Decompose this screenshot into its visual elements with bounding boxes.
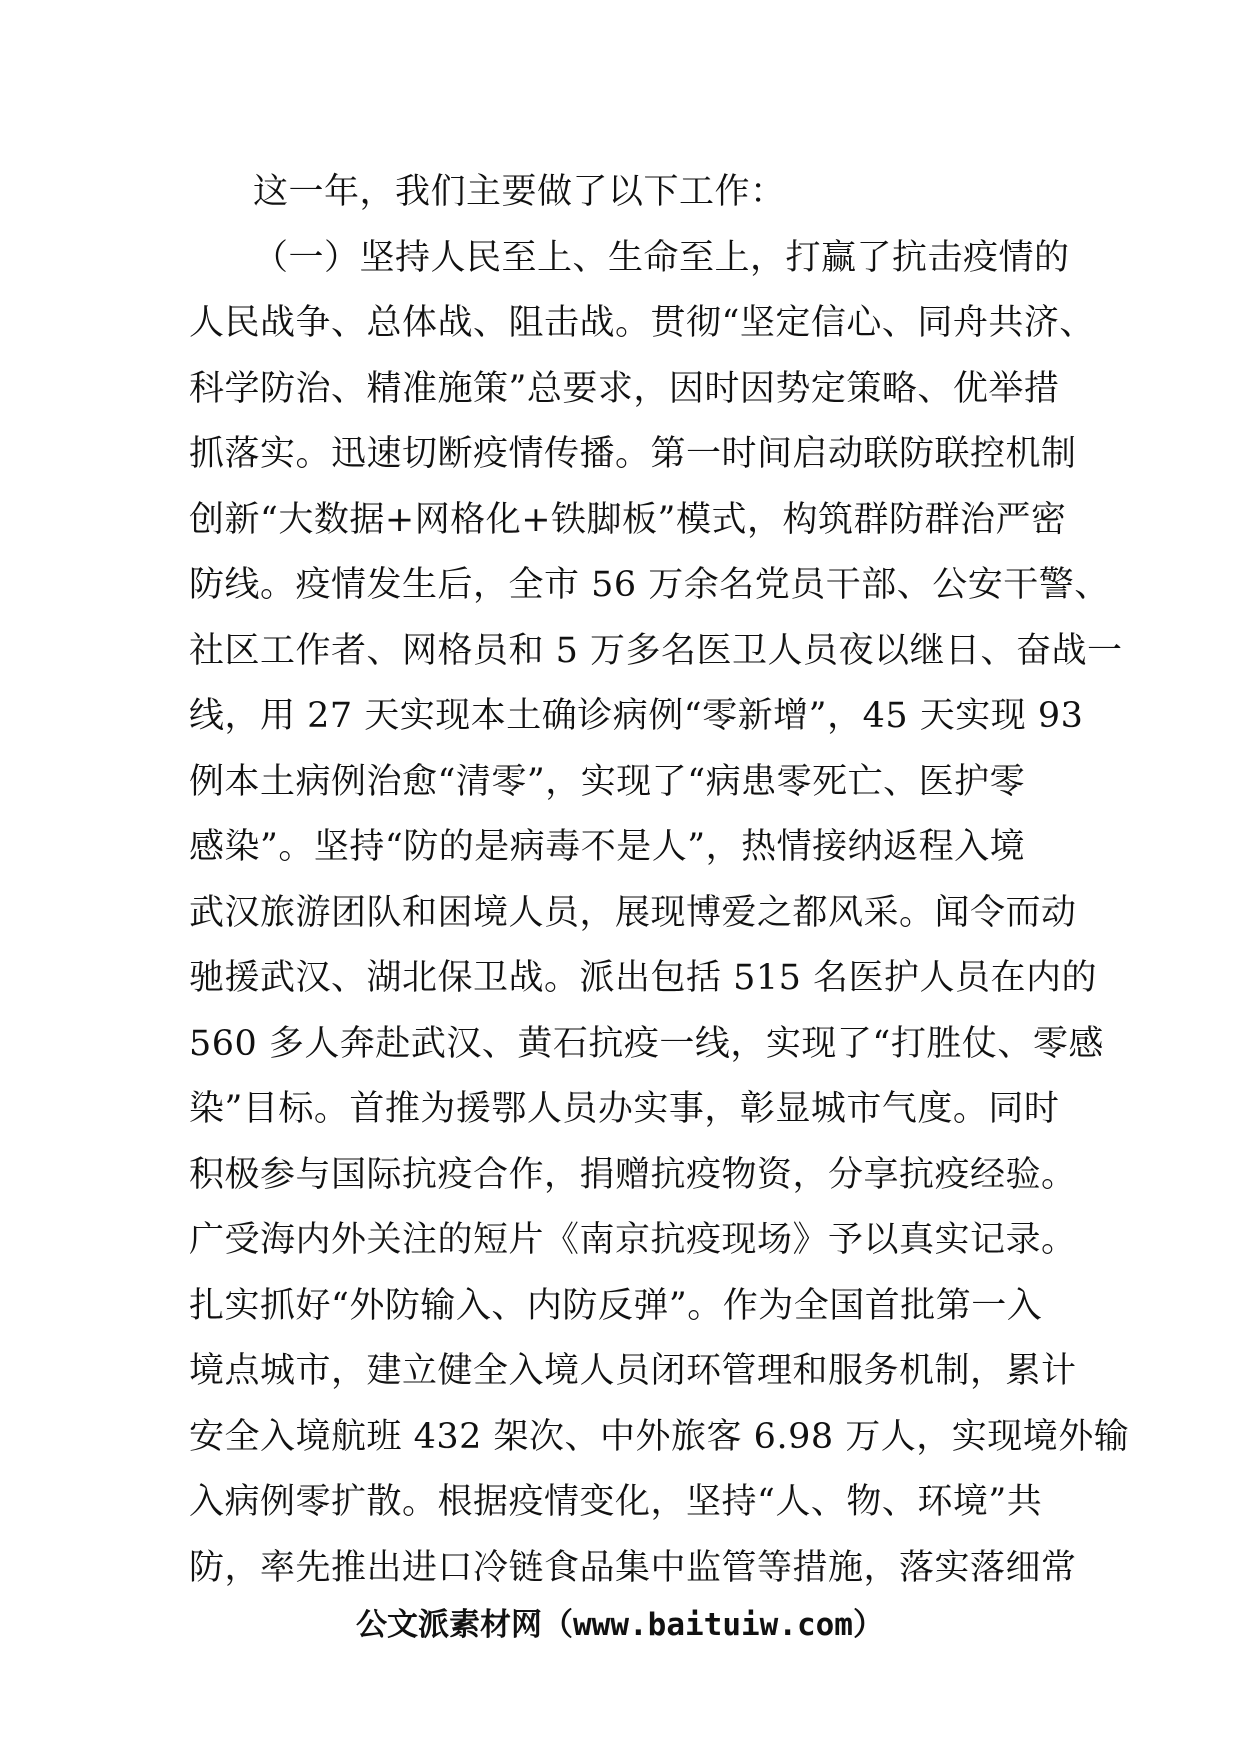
paragraph-line: 抓落实。迅速切断疫情传播。第一时间启动联防联控机制 <box>189 434 1077 474</box>
footer-site-name: 公文派素材网 <box>356 1607 543 1643</box>
paragraph-line: 这一年，我们主要做了以下工作： <box>253 172 786 212</box>
page-footer <box>0 1600 1240 1650</box>
paragraph-line: 入病例零扩散。根据疫情变化，坚持“人、物、环境”共 <box>189 1482 1043 1522</box>
paragraph-line: 境点城市，建立健全入境人员闭环管理和服务机制，累计 <box>189 1351 1077 1391</box>
paragraph-line: 染”目标。首推为援鄂人员办实事，彰显城市气度。同时 <box>189 1089 1060 1129</box>
paragraph-line: 安全入境航班 432 架次、中外旅客 6.98 万人，实现境外输 <box>189 1416 1130 1457</box>
paragraph-line: 防线。疫情发生后，全市 56 万余名党员干部、公安干警、 <box>189 565 1110 605</box>
paragraph-line: 人民战争、总体战、阻击战。贯彻“坚定信心、同舟共济、 <box>189 303 1095 343</box>
paragraph-line: 科学防治、精准施策”总要求，因时因势定策略、优举措 <box>189 368 1060 409</box>
paragraph-line: 感染”。坚持“防的是病毒不是人”，热情接纳返程入境 <box>189 827 1026 867</box>
paragraph-line: 560 多人奔赴武汉、黄石抗疫一线，实现了“打胜仗、零感 <box>189 1023 1104 1064</box>
paragraph-line: 扎实抓好“外防输入、内防反弹”。作为全国首批第一入 <box>189 1285 1043 1326</box>
paragraph-line: 积极参与国际抗疫合作，捐赠抗疫物资，分享抗疫经验。 <box>189 1154 1077 1195</box>
paragraph-line: 社区工作者、网格员和 5 万多名医卫人员夜以继日、奋战一 <box>189 630 1123 671</box>
paragraph-line: 武汉旅游团队和困境人员，展现博爱之都风采。闻令而动 <box>189 892 1077 933</box>
paragraph-line: 例本土病例治愈“清零”，实现了“病患零死亡、医护零 <box>189 761 1026 802</box>
footer-url[interactable]: （www.baituiw.com） <box>542 1607 884 1643</box>
paragraph-line: 驰援武汉、湖北保卫战。派出包括 515 名医护人员在内的 <box>189 958 1098 998</box>
paragraph-line: 防，率先推出进口冷链食品集中监管等措施，落实落细常 <box>189 1547 1077 1588</box>
document-body <box>189 160 1130 1601</box>
paragraph-line: 创新“大数据+网格化+铁脚板”模式，构筑群防群治严密 <box>189 499 1067 540</box>
paragraph-line: （一）坚持人民至上、生命至上，打赢了抗击疫情的 <box>253 237 1070 278</box>
paragraph-line: 广受海内外关注的短片《南京抗疫现场》予以真实记录。 <box>189 1220 1077 1260</box>
paragraph-line: 线，用 27 天实现本土确诊病例“零新增”，45 天实现 93 <box>189 696 1084 736</box>
